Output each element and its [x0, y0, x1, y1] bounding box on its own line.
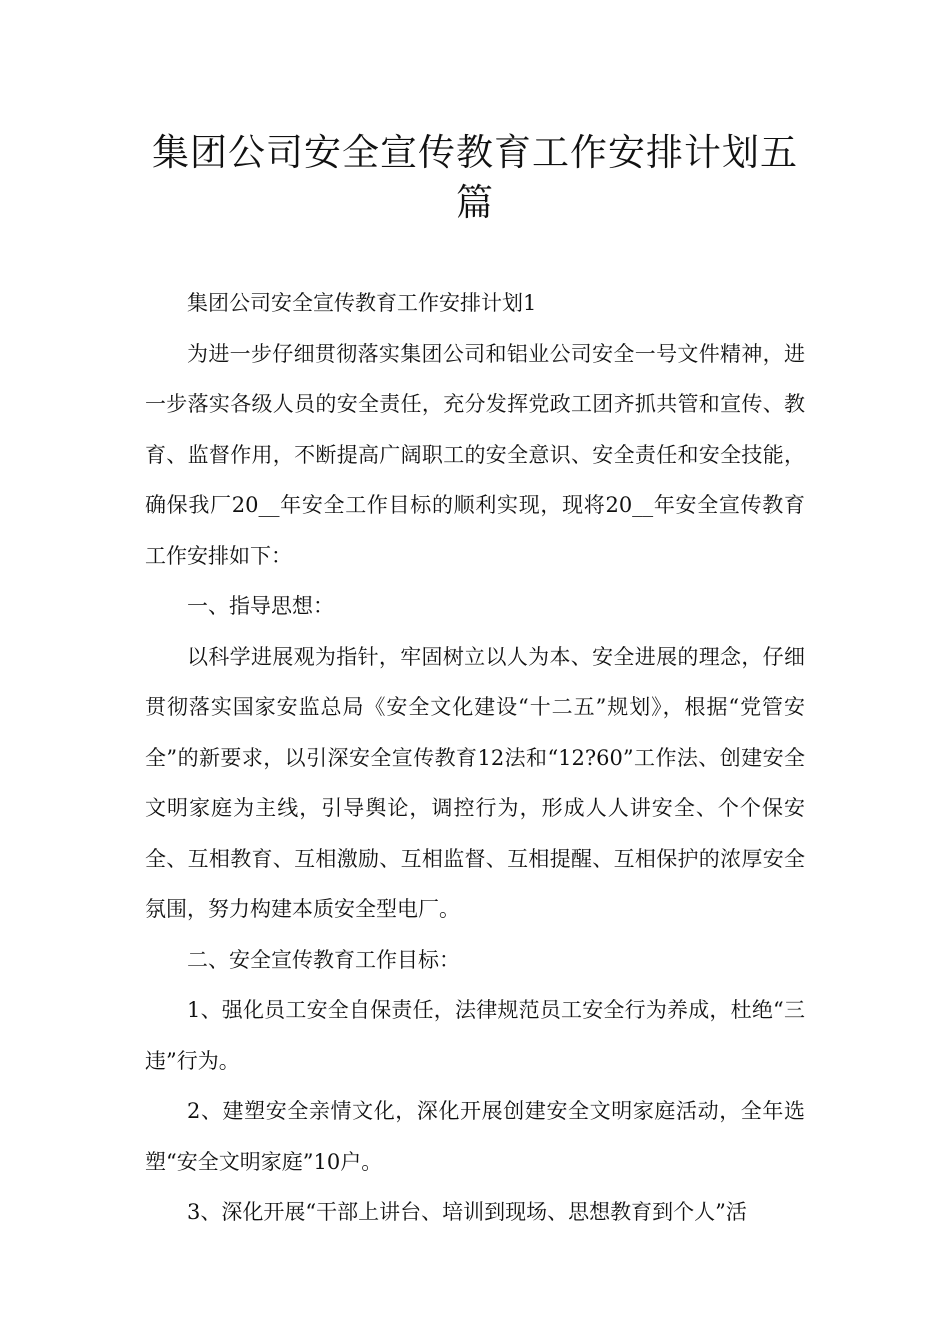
- paragraph-goal-3: 3、深化开展“干部上讲台、培训到现场、思想教育到个人”活: [187, 1200, 747, 1224]
- document-body: [145, 278, 805, 1238]
- paragraph-intro: 为进一步仔细贯彻落实集团公司和铝业公司安全一号文件精神，进一步落实各级人员的安全责任，充分发挥党政工团齐抓共管和宣传、教育、监督作用，不断提高广阔职工的安全意识、安全责任和安全技能，确保我厂20__年安全工作目标的顺利实现，现将20__年安全宣传教育工作安排如下：: [145, 341, 805, 568]
- document-title: [120, 128, 830, 228]
- section-heading-goals: 二、安全宣传教育工作目标：: [187, 947, 460, 972]
- title-line-1: 集团公司安全宣传教育工作安排计划五: [152, 131, 798, 174]
- paragraph-goal-1: 1、强化员工安全自保责任，法律规范员工安全行为养成，杜绝“三违”行为。: [145, 998, 805, 1073]
- section-heading-guiding-thought: 一、指导思想：: [187, 594, 334, 618]
- title-line-2: 篇: [456, 181, 494, 224]
- paragraph-goal-2: 2、建塑安全亲情文化，深化开展创建安全文明家庭活动，全年选塑“安全文明家庭”10户。: [145, 1099, 805, 1174]
- paragraph-guiding-thought: 以科学进展观为指针，牢固树立以人为本、安全进展的理念，仔细贯彻落实国家安监总局《安全文化建设“十二五”规划》，根据“党管安全”的新要求，以引深安全宣传教育12法和“12?60”工作法、创建安全文明家庭为主线，引导舆论，调控行为，形成人人讲安全、个个保安全、互相教育、互相激励、互相监督、互相提醒、互相保护的浓厚安全氛围，努力构建本质安全型电厂。: [145, 644, 805, 921]
- section-heading-plan-1: 集团公司安全宣传教育工作安排计划1: [187, 291, 537, 315]
